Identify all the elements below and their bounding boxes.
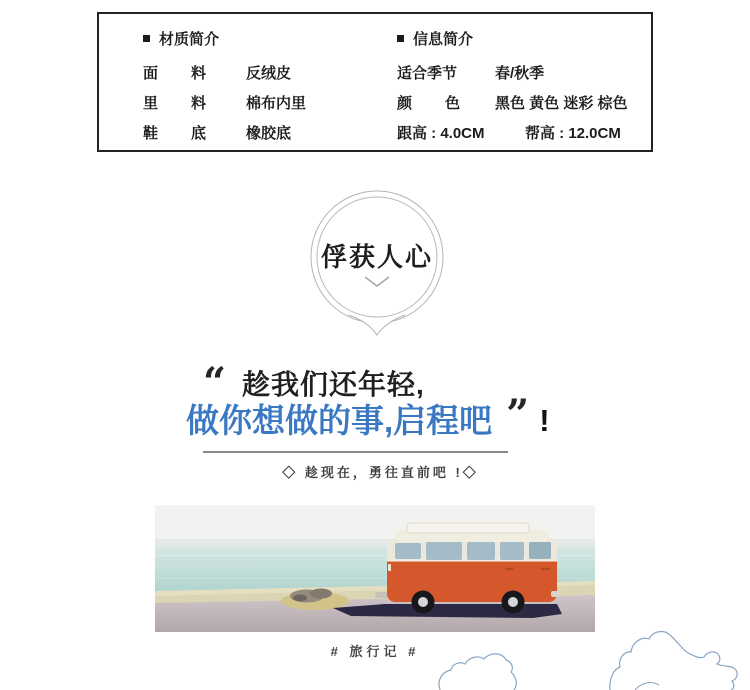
spec-label: 里 料 bbox=[143, 95, 216, 112]
spec-value: 橡胶底 bbox=[246, 125, 292, 142]
cloud-inner-ridge bbox=[635, 683, 659, 690]
exclamation-mark: ! bbox=[539, 403, 550, 438]
spec-value: 春/秋季 bbox=[495, 65, 545, 82]
spec-label: 鞋 底 bbox=[143, 125, 216, 142]
spec-label: 面 料 bbox=[143, 65, 216, 82]
spec-value: 反绒皮 bbox=[246, 65, 292, 82]
spec-row-color bbox=[397, 92, 628, 113]
door-window bbox=[500, 542, 524, 560]
vent bbox=[541, 568, 550, 570]
square-bullet-icon bbox=[397, 35, 404, 42]
quote-line-1 bbox=[203, 359, 425, 406]
beach-photo bbox=[155, 505, 595, 632]
windshield bbox=[529, 542, 551, 559]
window bbox=[395, 543, 421, 559]
bus-body-lower bbox=[387, 561, 557, 602]
spec-row-fabric bbox=[143, 62, 292, 83]
cloud-outline-large bbox=[610, 632, 737, 690]
door-handle bbox=[505, 568, 513, 570]
quote-line2-text: 做你想做的事,启程吧 bbox=[186, 402, 493, 439]
quote-line-2 bbox=[186, 391, 550, 440]
spec-label: 适合季节 bbox=[397, 65, 458, 82]
chrome-strip bbox=[387, 560, 557, 562]
emblem-badge bbox=[293, 185, 461, 340]
square-bullet-icon bbox=[143, 35, 150, 42]
emblem-title: 俘获人心 bbox=[320, 243, 434, 273]
open-quote-mark: “ bbox=[203, 359, 227, 406]
quote-subline: ◇ 趁现在，勇往直前吧 !◇ bbox=[282, 465, 479, 480]
heel-height: 跟高 : 4.0CM bbox=[397, 125, 485, 142]
chevron-down-icon bbox=[365, 277, 389, 286]
spec-row-heights bbox=[397, 122, 621, 143]
spec-info-box bbox=[97, 12, 653, 152]
taillight bbox=[388, 564, 391, 571]
camper-van bbox=[375, 523, 559, 614]
close-quote-mark: ” bbox=[506, 391, 530, 438]
bus-shadow bbox=[333, 604, 562, 618]
material-header-label: 材质简介 bbox=[159, 31, 220, 48]
spec-value: 黑色 黄色 迷彩 棕色 bbox=[495, 95, 628, 112]
cloud-outline-small bbox=[439, 654, 516, 690]
spec-value: 棉布内里 bbox=[246, 95, 307, 112]
material-header bbox=[143, 28, 219, 49]
quote-line1-text: 趁我们还年轻, bbox=[242, 369, 425, 400]
window bbox=[426, 542, 462, 560]
details-header bbox=[397, 28, 473, 49]
window bbox=[467, 542, 495, 560]
front-bumper bbox=[551, 591, 559, 597]
spec-row-season bbox=[397, 62, 545, 83]
quote-divider-line bbox=[203, 451, 508, 453]
pop-top bbox=[407, 523, 529, 533]
cloud-outline-decoration bbox=[420, 623, 750, 690]
spec-row-sole bbox=[143, 122, 292, 143]
details-header-label: 信息简介 bbox=[413, 31, 474, 48]
travel-tag: # 旅行记 # bbox=[330, 644, 420, 659]
spec-label: 颜 色 bbox=[397, 95, 470, 112]
spec-row-lining bbox=[143, 92, 307, 113]
shaft-height: 帮高 : 12.0CM bbox=[525, 125, 621, 142]
